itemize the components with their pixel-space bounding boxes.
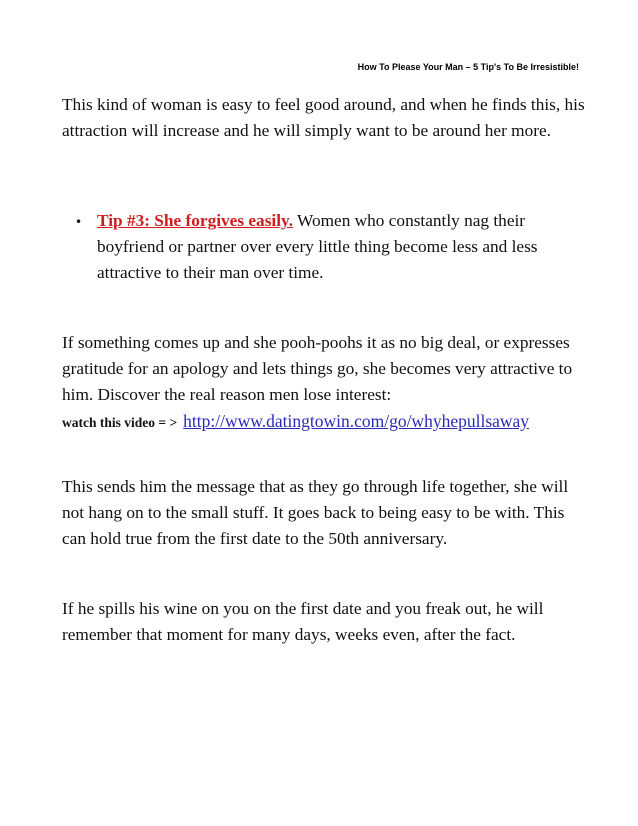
- cta-label: watch this video = >: [62, 415, 178, 430]
- page-header: How To Please Your Man – 5 Tip's To Be Irresistible!: [357, 62, 579, 72]
- paragraph-2: [62, 330, 587, 436]
- video-link[interactable]: http://www.datingtowin.com/go/whyhepullsaway: [183, 411, 530, 431]
- paragraph-2-text: If something comes up and she pooh-poohs it as no big deal, or expresses gratitude for an apology and lets things go, she becomes very attractive to him. Discover the real reason men lose interest:: [62, 333, 573, 404]
- tip-body: Women who constantly nag their boyfriend or partner over every little thing become less and less attractive to their man over time.: [97, 211, 538, 282]
- tip-title: Tip #3: She forgives easily.: [97, 211, 294, 230]
- paragraph-3: This sends him the message that as they go through life together, she will not hang on to the small stuff. It goes back to being easy to be with. This can hold true from the first date to the 50th anniversary.: [62, 477, 569, 548]
- bullet-icon: •: [75, 215, 83, 229]
- paragraph-4: If he spills his wine on you on the first date and you freak out, he will remember that moment for many days, weeks even, after the fact.: [62, 599, 544, 644]
- paragraph-1: This kind of woman is easy to feel good around, and when he finds this, his attraction will increase and he will simply want to be around her more.: [62, 95, 585, 140]
- tip-list-item: [97, 208, 581, 286]
